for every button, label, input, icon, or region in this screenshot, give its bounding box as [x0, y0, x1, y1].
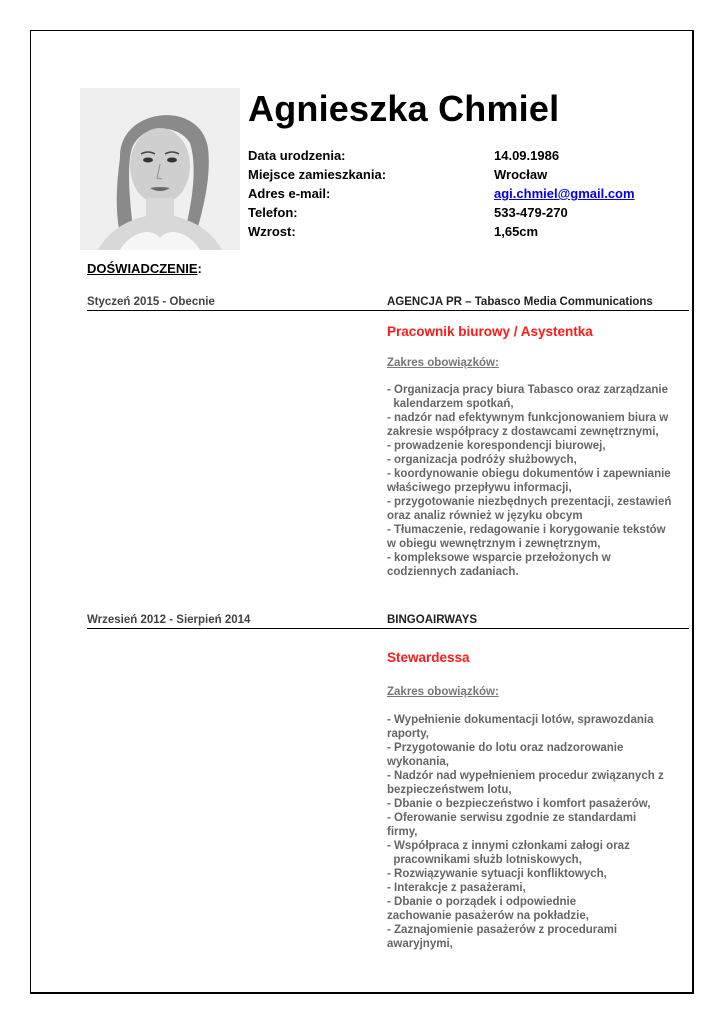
- duty-line: - Tłumaczenie, redagowanie i korygowanie tekstów: [387, 524, 666, 536]
- duty-line: firmy,: [387, 826, 418, 838]
- duty-line: - Wypełnienie dokumentacji lotów, sprawozdania: [387, 714, 654, 726]
- duty-line: - Przygotowanie do lotu oraz nadzorowanie: [387, 742, 624, 754]
- experience-heading: [87, 261, 202, 276]
- job-1-company: AGENCJA PR – Tabasco Media Communications: [387, 296, 653, 308]
- profile-photo: [80, 88, 240, 250]
- duty-line: codziennych zadaniach.: [387, 566, 519, 578]
- duty-line: - koordynowanie obiegu dokumentów i zapewnianie: [387, 468, 671, 480]
- duty-line: - organizacja podróży służbowych,: [387, 454, 577, 466]
- duty-line: - Dbanie o porządek i odpowiednie: [387, 896, 577, 908]
- duty-line: - Interakcje z pasażerami,: [387, 882, 526, 894]
- job-2-company: BINGOAIRWAYS: [387, 614, 478, 626]
- duty-line: zakresie współpracy z dostawcami zewnętrznymi,: [387, 426, 659, 438]
- phone-value: 533-479-270: [494, 205, 568, 220]
- duty-line: pracownikami służb lotniskowych,: [387, 854, 582, 866]
- job-1-divider: [87, 310, 689, 311]
- job-1-position: Pracownik biurowy / Asystentka: [387, 324, 593, 339]
- duty-line: - Oferowanie serwisu zgodnie ze standardami: [387, 812, 637, 824]
- duty-line: awaryjnymi,: [387, 938, 453, 950]
- duty-line: - Rozwiązywanie sytuacji konfliktowych,: [387, 868, 607, 880]
- duty-line: - Współpraca z innymi członkami załogi oraz: [387, 840, 630, 852]
- duty-line: - Organizacja pracy biura Tabasco oraz zarządzanie: [387, 384, 668, 396]
- email-link[interactable]: agi.chmiel@gmail.com: [494, 186, 635, 201]
- duty-line: zachowanie pasażerów na pokładzie,: [387, 910, 589, 922]
- duty-line: raporty,: [387, 728, 429, 740]
- duty-line: wykonania,: [387, 756, 449, 768]
- height-value: 1,65cm: [494, 224, 539, 239]
- duty-line: oraz analiz również w języku obcym: [387, 510, 583, 522]
- job-1-duties-list: [387, 383, 687, 579]
- duty-line: - nadzór nad efektywnym funkcjonowaniem biura w: [387, 412, 669, 424]
- duty-line: właściwego przepływu informacji,: [387, 482, 572, 494]
- email-label: Adres e-mail:: [248, 186, 331, 201]
- job-2-position: Stewardessa: [387, 650, 470, 665]
- duty-line: w obiegu wewnętrznym i zewnętrznym,: [387, 538, 601, 550]
- duty-line: - przygotowanie niezbędnych prezentacji, zestawień: [387, 496, 672, 508]
- job-1-dates: Styczeń 2015 - Obecnie: [87, 296, 215, 308]
- phone-label: Telefon:: [248, 205, 298, 220]
- experience-heading-colon: :: [197, 261, 202, 276]
- job-2-dates: Wrzesień 2012 - Sierpień 2014: [87, 614, 251, 626]
- duty-line: - kompleksowe wsparcie przełożonych w: [387, 552, 611, 564]
- job-1-duties-label: Zakres obowiązków:: [387, 357, 499, 369]
- job-2-duties-list: [387, 713, 687, 951]
- duty-line: - Dbanie o bezpieczeństwo i komfort pasażerów,: [387, 798, 651, 810]
- birth-date-label: Data urodzenia:: [248, 148, 346, 163]
- job-2-duties-label: Zakres obowiązków:: [387, 686, 499, 698]
- experience-heading-text: DOŚWIADCZENIE: [87, 261, 198, 276]
- duty-line: bezpieczeństwem lotu,: [387, 784, 512, 796]
- height-label: Wzrost:: [248, 224, 296, 239]
- duty-line: - Zaznajomienie pasażerów z procedurami: [387, 924, 618, 936]
- duty-line: - Nadzór nad wypełnieniem procedur związanych z: [387, 770, 664, 782]
- birth-date-value: 14.09.1986: [494, 148, 560, 163]
- duty-line: kalendarzem spotkań,: [387, 398, 514, 410]
- residence-label: Miejsce zamieszkania:: [248, 167, 387, 182]
- job-2-divider: [87, 628, 689, 629]
- duty-line: - prowadzenie korespondencji biurowej,: [387, 440, 606, 452]
- candidate-name: Agnieszka Chmiel: [248, 88, 560, 129]
- residence-value: Wrocław: [494, 167, 548, 182]
